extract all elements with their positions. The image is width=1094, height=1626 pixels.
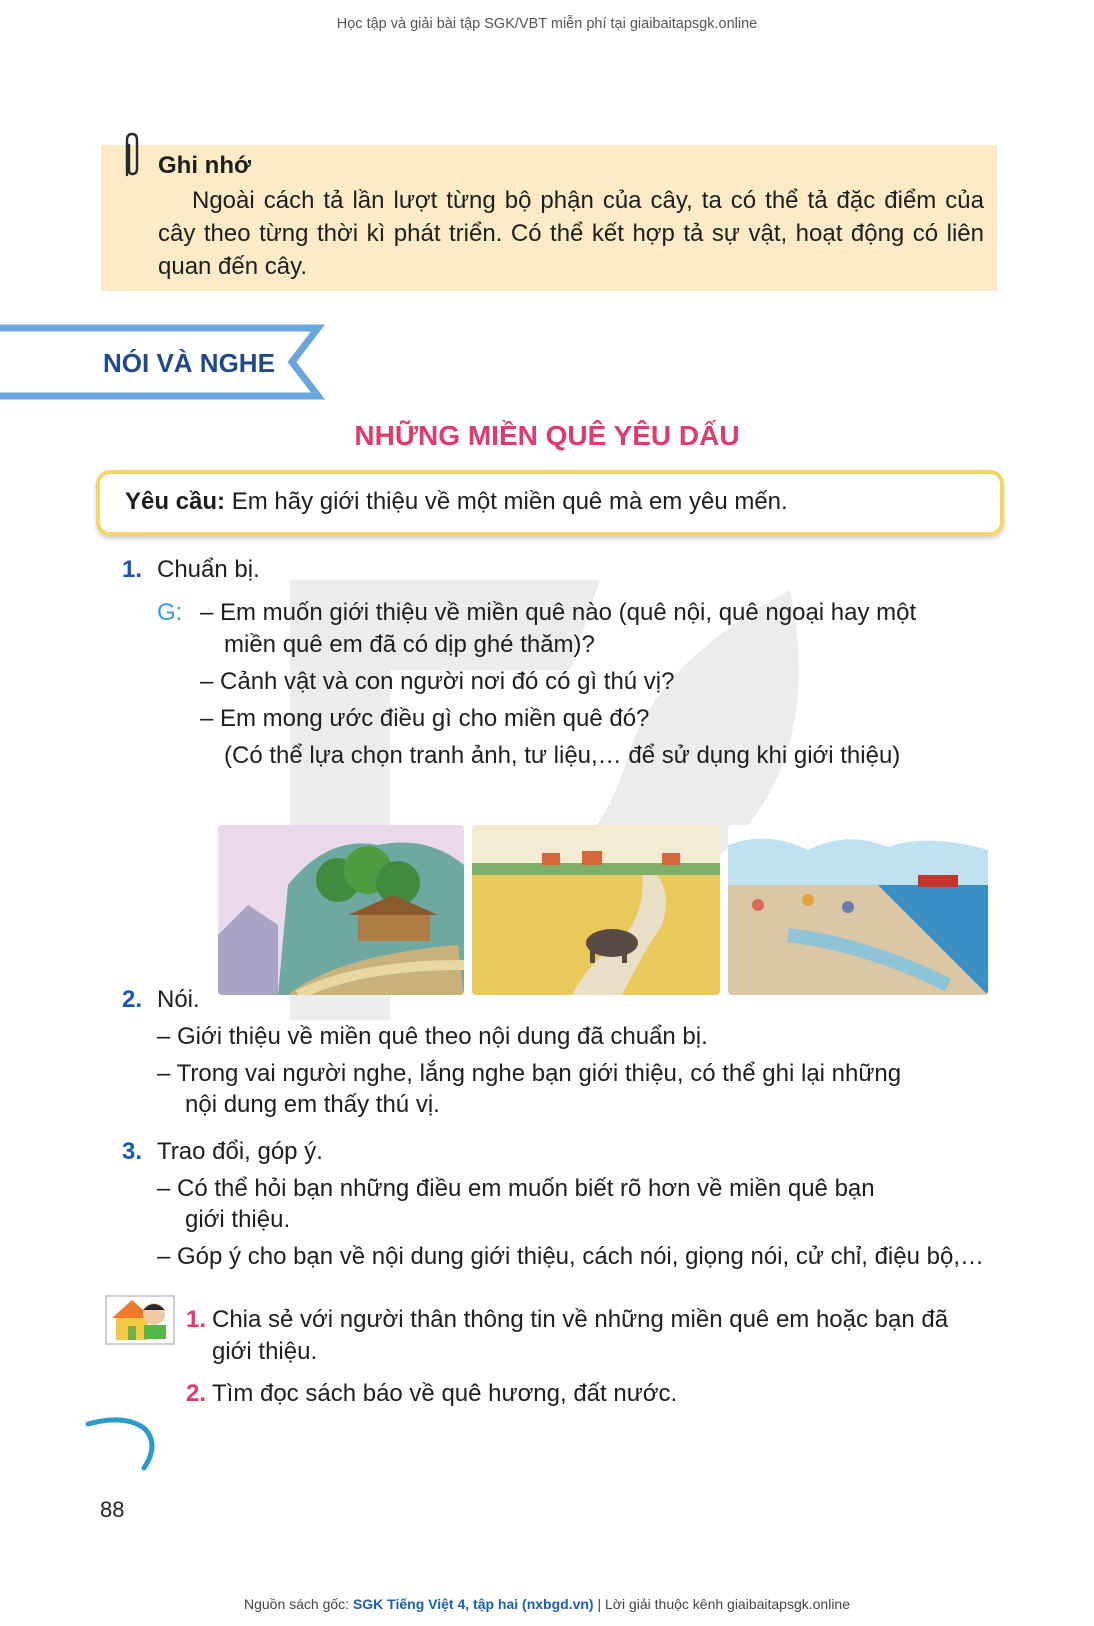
step3-item: giới thiệu. xyxy=(185,1206,291,1233)
step2-item: – Trong vai người nghe, lắng nghe bạn giới thiệu, có thể ghi lại những xyxy=(157,1060,902,1087)
step3-item: – Góp ý cho bạn về nội dung giới thiệu, cách nói, giọng nói, cử chỉ, điệu bộ,… xyxy=(157,1243,984,1270)
hint-label: G: xyxy=(157,599,183,626)
footer-note xyxy=(0,1596,1094,1612)
home-item-text: giới thiệu. xyxy=(212,1338,318,1365)
step3-item: – Có thể hỏi bạn những điều em muốn biết rõ hơn về miền quê bạn xyxy=(157,1175,875,1202)
ghi-nho-title: Ghi nhớ xyxy=(158,152,252,179)
step2-title: Nói. xyxy=(157,986,200,1013)
home-activity-icon xyxy=(104,1292,176,1346)
step2-number: 2. xyxy=(122,986,143,1013)
hint-line: – Cảnh vật và con người nơi đó có gì thú vị? xyxy=(200,668,675,695)
home-item-text: Chia sẻ với người thân thông tin về những miền quê em hoặc bạn đã xyxy=(212,1306,949,1333)
page-number-arc xyxy=(84,1414,160,1474)
step3-title: Trao đổi, góp ý. xyxy=(157,1138,323,1165)
paperclip-icon xyxy=(120,131,142,179)
footer-source-link[interactable]: SGK Tiếng Việt 4, tập hai (nxbgd.vn) xyxy=(352,1596,594,1612)
hint-line: (Có thể lựa chọn tranh ảnh, tư liệu,… để sử dụng khi giới thiệu) xyxy=(224,742,901,769)
requirement-label: Yêu cầu: xyxy=(125,488,226,515)
requirement-text xyxy=(125,488,788,516)
step3-number: 3. xyxy=(122,1138,143,1165)
ghi-nho-body xyxy=(158,184,984,283)
home-item-number: 1. xyxy=(186,1306,207,1333)
step2-item: nội dung em thấy thú vị. xyxy=(185,1091,440,1118)
lesson-title: NHỮNG MIỀN QUÊ YÊU DẤU xyxy=(354,420,740,451)
step1-number: 1. xyxy=(122,556,143,583)
header-note: Học tập và giải bài tập SGK/VBT miễn phí tại giaibaitapsgk.online xyxy=(336,16,758,32)
section-banner-label: NÓI VÀ NGHE xyxy=(103,348,275,378)
home-item-text: Tìm đọc sách báo về quê hương, đất nước. xyxy=(212,1380,678,1407)
seaside-image xyxy=(728,825,988,995)
requirement-content: Em hãy giới thiệu về một miền quê mà em yêu mến. xyxy=(225,488,788,515)
footer-suffix: | Lời giải thuộc kênh giaibaitapsgk.online xyxy=(593,1596,851,1612)
mountain-village-image xyxy=(218,825,464,995)
ghi-nho-text: Ngoài cách tả lần lượt từng bộ phận của cây, ta có thể tả đặc điểm của cây theo từng thời kì phát triển. Có thể kết hợp tả sự vật, hoạt động có liên quan đến cây. xyxy=(158,187,984,280)
home-item-number: 2. xyxy=(186,1380,207,1407)
hint-line: miền quê em đã có dịp ghé thăm)? xyxy=(224,631,595,658)
rice-field-image xyxy=(472,825,720,995)
hint-line: – Em mong ước điều gì cho miền quê đó? xyxy=(200,705,650,732)
step2-item: – Giới thiệu về miền quê theo nội dung đã chuẩn bị. xyxy=(157,1023,708,1050)
footer-prefix: Nguồn sách gốc: xyxy=(243,1596,353,1612)
hint-line: – Em muốn giới thiệu về miền quê nào (quê nội, quê ngoại hay một xyxy=(200,599,917,626)
illustration-strip xyxy=(218,825,988,995)
page-number: 88 xyxy=(100,1497,125,1522)
step1-title: Chuẩn bị. xyxy=(157,556,260,583)
